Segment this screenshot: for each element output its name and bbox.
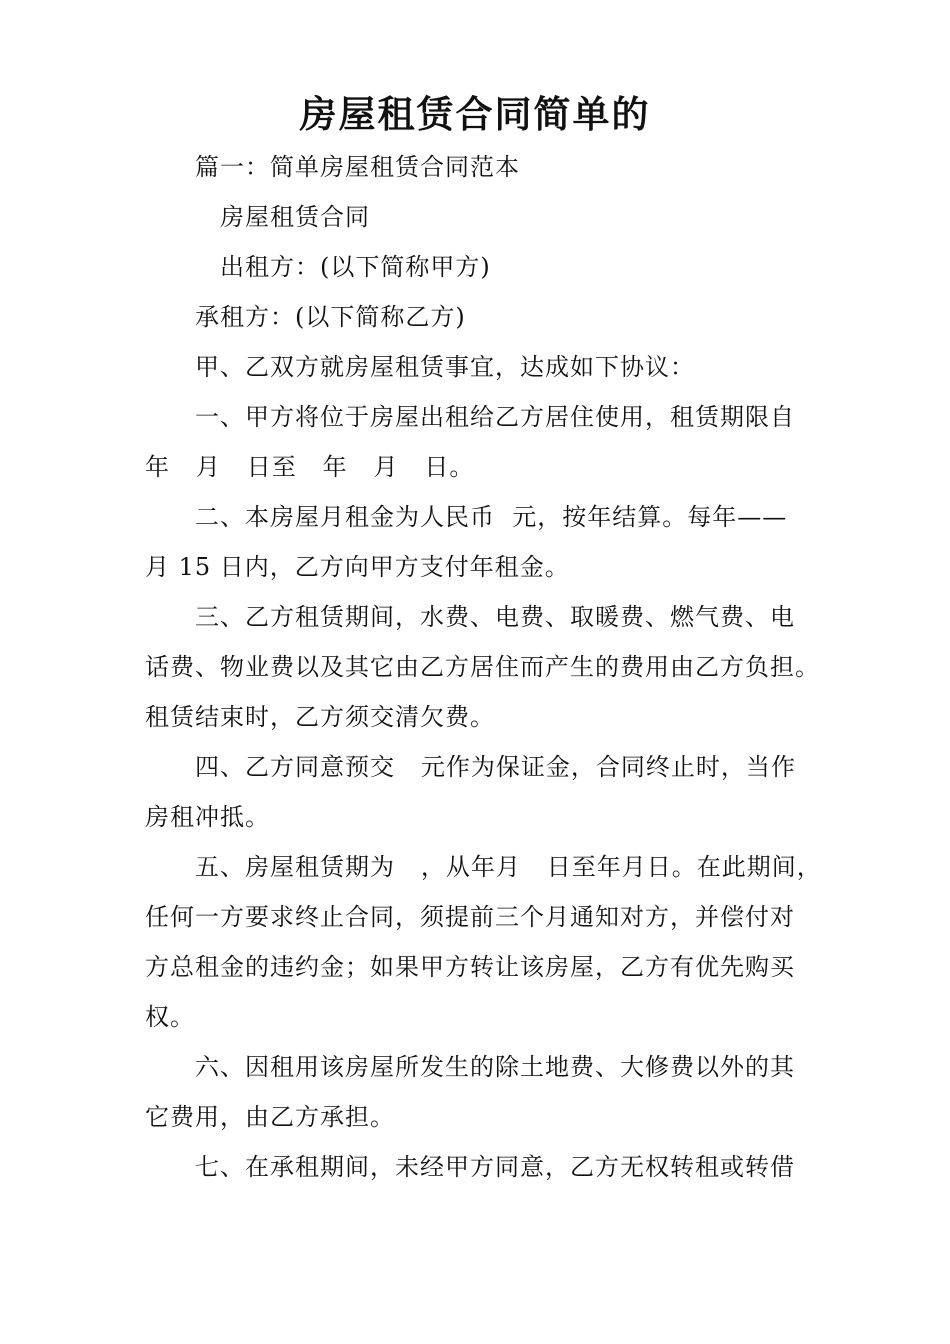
clause-1-line-2: 年 月 日至 年 月 日。 <box>145 453 475 481</box>
clause-4-line-1: 四、乙方同意预交 元作为保证金，合同终止时，当作 <box>195 753 796 781</box>
clause-5-line-1: 五、房屋租赁期为 ，从年月 日至年月日。在此期间， <box>195 853 822 881</box>
lessee-line: 承租方：(以下简称乙方) <box>195 303 466 331</box>
clause-5-line-2: 任何一方要求终止合同，须提前三个月通知对方，并偿付对 <box>145 903 795 931</box>
clause-6-line-2: 它费用，由乙方承担。 <box>145 1103 395 1131</box>
clause-3-line-2: 话费、物业费以及其它由乙方居住而产生的费用由乙方负担。 <box>145 653 820 681</box>
section-heading: 篇一：简单房屋租赁合同范本 <box>195 153 520 181</box>
clause-4-line-2: 房租冲抵。 <box>145 803 270 831</box>
clause-2-line-1: 二、本房屋月租金为人民币 元，按年结算。每年—— <box>195 503 788 531</box>
agreement-intro: 甲、乙双方就房屋租赁事宜，达成如下协议： <box>195 353 695 381</box>
document-title: 房屋租赁合同简单的 <box>299 93 651 136</box>
clause-2-line-2: 月 15 日内，乙方向甲方支付年租金。 <box>145 553 570 581</box>
clause-1-line-1: 一、甲方将位于房屋出租给乙方居住使用，租赁期限自 <box>195 403 795 431</box>
clause-7-line-1: 七、在承租期间，未经甲方同意，乙方无权转租或转借 <box>195 1153 795 1181</box>
contract-title: 房屋租赁合同 <box>220 203 370 231</box>
clause-6-line-1: 六、因租用该房屋所发生的除土地费、大修费以外的其 <box>195 1053 795 1081</box>
clause-5-line-3: 方总租金的违约金；如果甲方转让该房屋，乙方有优先购买 <box>145 953 795 981</box>
lessor-line: 出租方：(以下简称甲方) <box>220 253 491 281</box>
clause-3-line-3: 租赁结束时，乙方须交清欠费。 <box>145 703 495 731</box>
clause-5-line-4: 权。 <box>145 1003 195 1031</box>
clause-3-line-1: 三、乙方租赁期间，水费、电费、取暖费、燃气费、电 <box>195 603 795 631</box>
